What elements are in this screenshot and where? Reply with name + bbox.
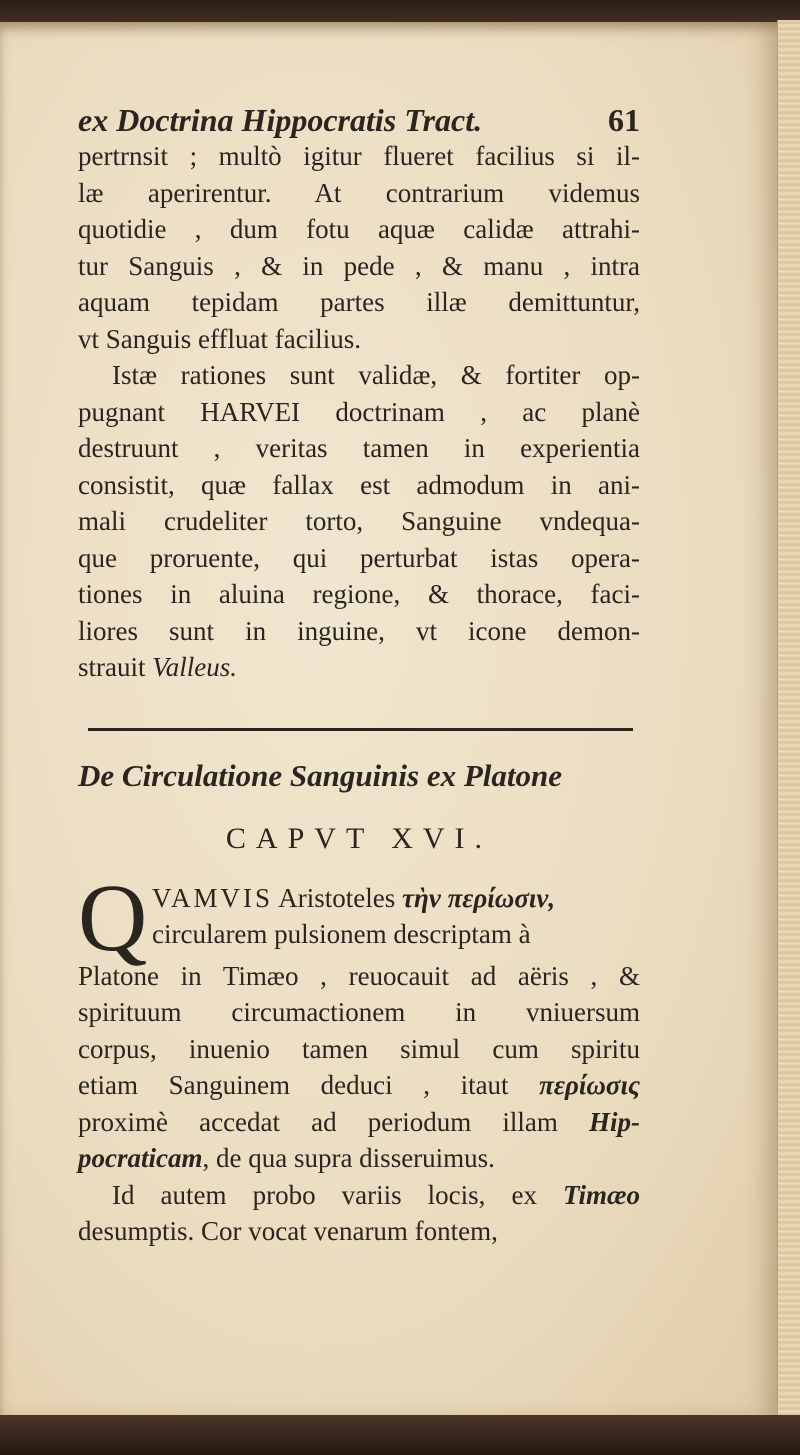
text-line: aquam tepidam partes illæ demittuntur, [78,287,640,317]
text-segment: , de qua supra disseruimus. [202,1143,495,1173]
italic-word: Hip- [589,1106,640,1137]
text-line: pertrnsit ; multò igitur flueret facilius si il- [78,141,640,171]
text-line: quotidie , dum fotu aquæ calidæ attrahi- [78,214,640,244]
drop-cap: Q [78,863,148,971]
text-line [78,880,640,917]
text-line [78,1140,640,1177]
text-segment: etiam Sanguinem deduci , itaut [78,1070,540,1100]
text-line: que proruente, qui perturbat istas opera- [78,542,640,573]
text-line [78,1067,640,1104]
chapter-title: De Circulatione Sanguinis ex Platone [78,757,563,793]
page-edges [777,20,800,1430]
section-divider [78,686,640,746]
text-line: consistit, quæ fallax est admodum in ani- [78,469,640,500]
text-segment: proximè accedat ad periodum illam [78,1106,589,1137]
text-segment: VAMVIS [152,882,274,913]
chapter-number: CAPVT XVI. [225,821,493,855]
text-line: circularem pulsionem descriptam à [152,919,531,949]
text-line: pugnant HARVEI doctrinam , ac planè [78,396,640,427]
italic-word: Timæo [563,1179,640,1210]
text-segment: strauit [78,652,153,682]
text-line: destruunt , veritas tamen in experientia [78,433,640,463]
italic-word: pocraticam [78,1143,203,1173]
text-line: Platone in Timæo , reuocauit ad aëris , & [78,960,640,991]
running-header [78,100,640,140]
text-line [78,1104,640,1141]
paragraph-1 [78,138,640,357]
text-line: corpus, inuenio tamen simul cum spiritu [78,1033,640,1064]
page-content [78,100,640,1250]
author-name: Valleus. [152,652,237,682]
greek-word: τὴν περίωσιν, [402,882,556,913]
paragraph-4 [78,1177,640,1250]
text-line: vt Sanguis effluat facilius. [78,323,361,354]
paragraph-2 [78,357,640,686]
text-line: tiones in aluina regione, & thorace, faci- [78,579,640,609]
text-line: læ aperirentur. At contrarium videmus [78,177,640,208]
divider-thick [88,728,633,731]
paragraph-3 [78,863,640,1177]
text-line: Istæ rationes sunt validæ, & fortiter op- [112,360,640,390]
book-cover-bottom [0,1415,800,1455]
text-segment: Id autem probo variis locis, ex [112,1179,563,1210]
text-line [78,649,640,686]
text-segment: Aristoteles [273,882,403,913]
text-line: spirituum circumactionem in vniuersum [78,997,640,1027]
greek-word: περίωσις [539,1070,640,1100]
page-number: 61 [608,102,640,138]
text-line: tur Sanguis , & in pede , & manu , intra [78,250,640,281]
text-line: mali crudeliter torto, Sanguine vndequa- [78,506,640,536]
running-title: ex Doctrina Hippocratis Tract. [78,102,483,138]
text-line: liores sunt in inguine, vt icone demon- [78,615,640,646]
text-line [78,1177,640,1214]
text-line: desumptis. Cor vocat venarum fontem, [78,1216,498,1246]
